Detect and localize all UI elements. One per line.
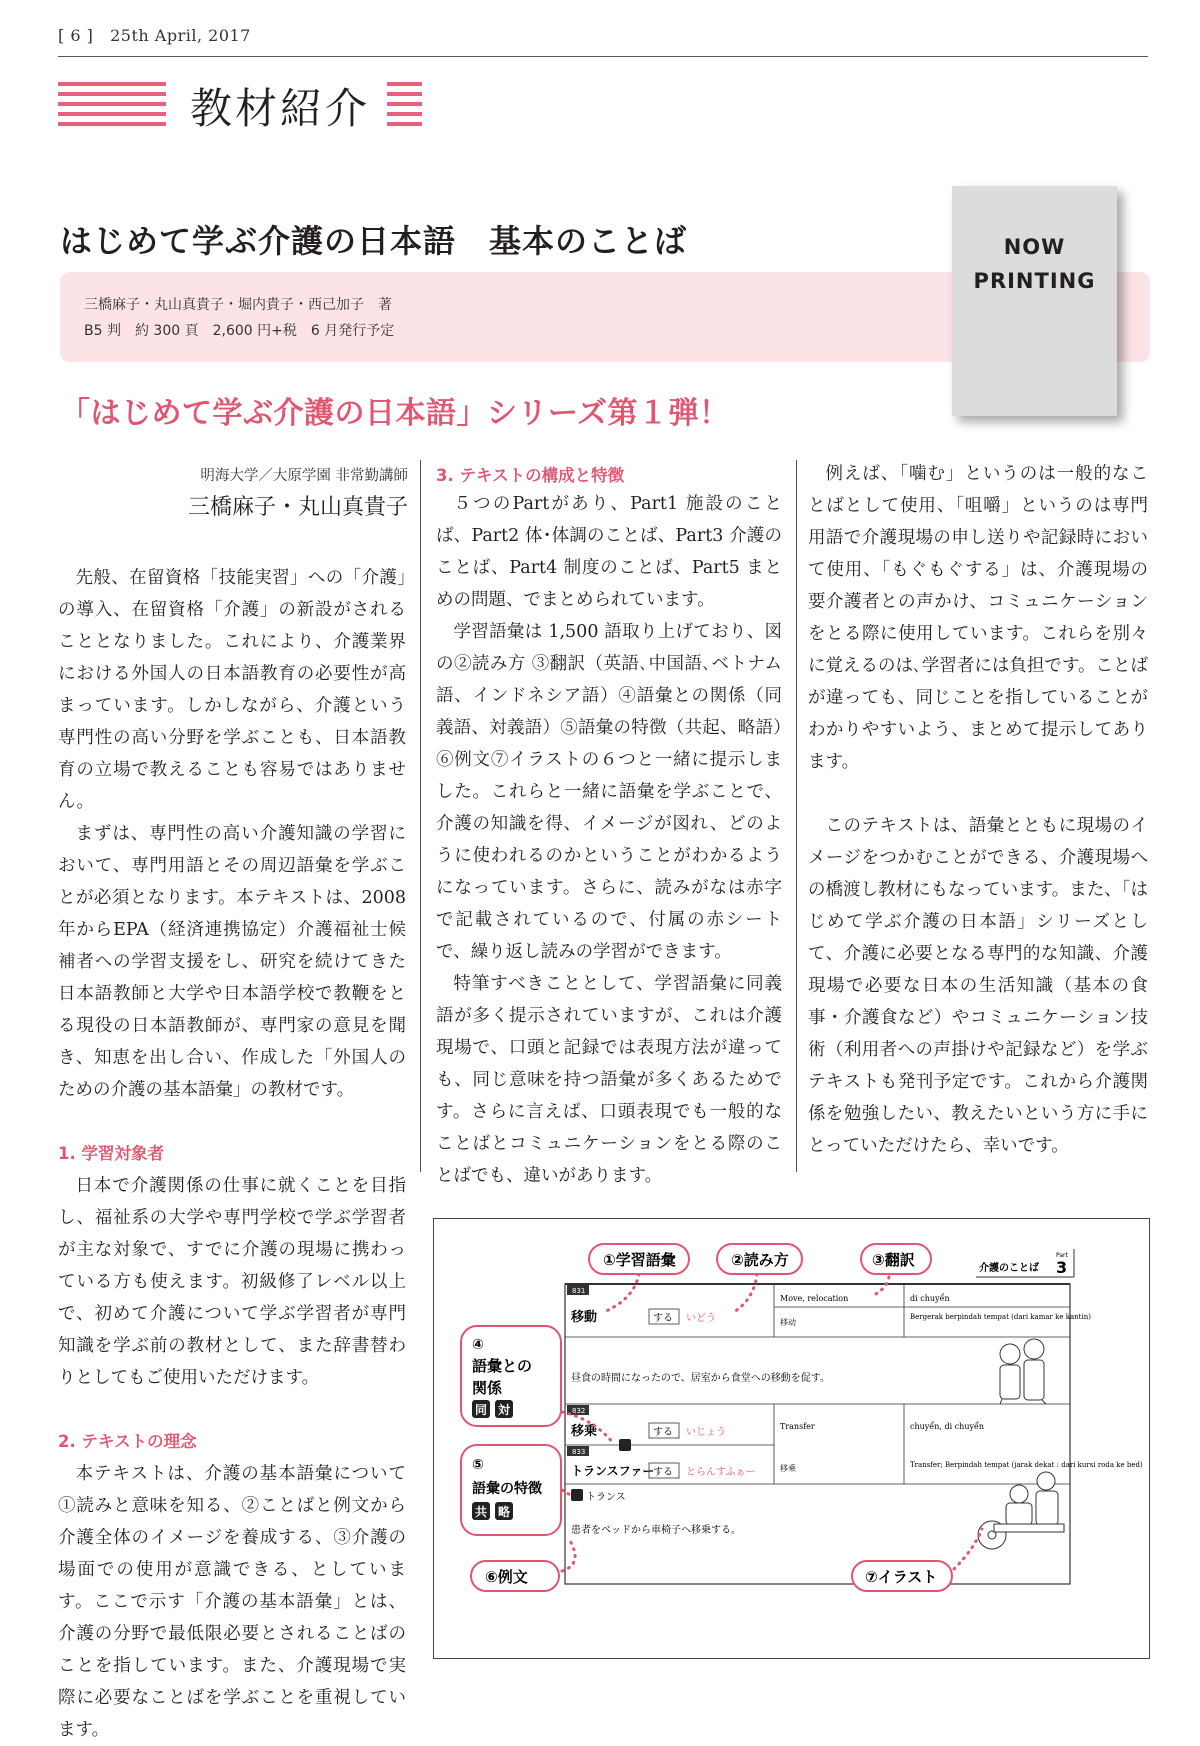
suru-label: する (653, 1313, 673, 1324)
callout-label: ②読み方 (731, 1251, 789, 1269)
badge-text: 略 (498, 1505, 511, 1519)
article-paragraph: 学習語彙は 1,500 語取り上げており、図の②読み方 ③翻訳（英語､中国語､ベトナム語、インドネシア語）④語彙との関係（同義語、対義語）⑤語彙の特徴（共起、略語）⑥例文⑦イラストの６つと一緒に提示しました。これらと一緒に語彙を学ぶことで、介護の知識を得、イメージが図れ、どのように使われるのかということがわかるようになっています。さらに、読みがなは赤字で記載されているので、付属の赤シートで、繰り返し読みの学習ができます。 (436, 622, 782, 962)
wheelchair-illustration (978, 1472, 1064, 1549)
callout-word-features (461, 1445, 561, 1535)
callout-label: ⑦イラスト (865, 1568, 938, 1586)
now-printing-line2: PRINTING (973, 269, 1096, 293)
now-printing-line1: NOW (1003, 235, 1066, 259)
callout-vocabulary (589, 1244, 689, 1274)
column-rule (796, 460, 797, 1172)
issue-date: 25th April, 2017 (110, 26, 251, 45)
entry-id: 833 (572, 1448, 586, 1456)
author-names: 三橋麻子・丸山真貴子 (187, 495, 408, 520)
book-authors: 三橋麻子・丸山真貴子・堀内貴子・西己加子 著 (84, 297, 392, 313)
callout-label: ①学習語彙 (603, 1251, 676, 1269)
article-paragraph: 先般、在留資格「技能実習」への「介護」の導入、在留資格「介護」の新設がされることとなりました。これにより、介護業界における外国人の日本語教育の必要性が高まっています。しかしながら、介護という専門性の高い分野を学ぶことも、日本語教育の立場で教えることも容易ではありません。 (58, 568, 406, 812)
callout-label: 関係 (472, 1379, 503, 1397)
callout-translation (861, 1244, 931, 1274)
now-printing-cover (952, 186, 1117, 416)
callout-label: ④ (472, 1337, 484, 1353)
part-number: 3 (1056, 1258, 1068, 1277)
part-word: Part (1056, 1252, 1068, 1259)
article-paragraph: まずは、専門性の高い介護知識の学習において、専門用語とその周辺語彙を学ぶことが必須となります。本テキストは、2008年からEPA（経済連携協定）介護福祉士候補者への学習支援をし、研究を続けてきた日本語教師と大学や日本語学校で教鞭をとる現役の日本語教師が、専門家の意見を聞き、知恵を出し合い、作成した「外国人のための介護の基本語彙」の教材です。 (58, 824, 406, 1100)
part-label: 介護のことば (979, 1263, 1039, 1274)
entry-reading: いじょう (686, 1427, 726, 1438)
entry-reading: とらんすふぁー (686, 1467, 756, 1478)
decorative-stripes-right (387, 82, 422, 126)
entry-word: トランスファー (571, 1464, 655, 1478)
section-title: 教材紹介 (190, 84, 371, 133)
callout-reading (717, 1244, 802, 1274)
article-column-3 (808, 458, 1148, 1162)
section-heading: 2. テキストの理念 (58, 1432, 197, 1451)
callout-label: ⑤ (472, 1457, 484, 1473)
suru-label: する (653, 1427, 673, 1438)
page-number: [ 6 ] (58, 26, 94, 45)
abbreviation-note: トランス (586, 1492, 626, 1503)
caregiver-illustration-1 (1000, 1339, 1046, 1404)
translation-zh: 移动 (780, 1318, 796, 1327)
example-sentence: 昼食の時間になったので、居室から食堂への移動を促す。 (571, 1373, 830, 1384)
synonym-badge-small (619, 1439, 631, 1451)
badge-text: 同 (475, 1403, 488, 1417)
badge-text: 対 (498, 1403, 511, 1417)
callout-word-relations (461, 1326, 561, 1426)
author-affiliation: 明海大学／大原学園 非常勤講師 (200, 468, 408, 484)
translation-zh: 移乘 (780, 1464, 796, 1473)
column-rule (420, 460, 421, 1172)
entry-id: 831 (572, 1287, 586, 1295)
book-title: はじめて学ぶ介護の日本語 基本のことば (60, 222, 688, 260)
section-heading: 1. 学習対象者 (58, 1144, 164, 1163)
translation-en: Transfer (780, 1422, 815, 1431)
callout-illustration (852, 1561, 952, 1591)
sample-page-figure (433, 1218, 1150, 1659)
translation-vi: chuyển, di chuyển (910, 1422, 985, 1431)
entry-word: 移乗 (571, 1424, 598, 1439)
callout-label: 語彙の特徴 (472, 1481, 542, 1497)
translation-vi: di chuyển (910, 1294, 950, 1303)
entry-word: 移動 (571, 1310, 598, 1325)
example-sentence: 患者をベッドから車椅子へ移乗する。 (571, 1525, 741, 1536)
article-paragraph: 特筆すべきこととして、学習語彙に同義語が多く提示されていますが、これは介護現場で、口頭と記録では表現方法が違っても、同じ意味を持つ語彙が多くあるためです。さらに言えば、口頭表現でも一般的なことばとコミュニケーションをとる際のことばでも、違いがあります。 (436, 974, 782, 1186)
page-header (58, 26, 251, 45)
callout-label: 語彙との (472, 1357, 533, 1375)
entry-id: 832 (572, 1407, 586, 1415)
entry-reading: いどう (686, 1313, 716, 1324)
article-paragraph: 例えば、「噛む」というのは一般的なことばとして使用、「咀嚼」というのは専門用語で介護現場の申し送りや記録時において使用、「もぐもぐする」は、介護現場の要介護者との声かけ、コミュニケーションをとる際に使用しています。これらを別々に覚えるのは､学習者には負担です。ことばが違っても、同じことを指していることがわかりやすいよう、まとめて提示してあります。 (808, 464, 1148, 772)
translation-id: Transfer; Berpindah tempat (jarak dekat : dari kursi roda ke bed) (910, 1461, 1143, 1469)
book-specs: B5 判 約 300 頁 2,600 円+税 6 月発行予定 (84, 323, 395, 339)
badge-text: 共 (475, 1505, 488, 1519)
suru-label: する (653, 1467, 673, 1478)
article-paragraph: 本テキストは、介護の基本語彙について①読みと意味を知る、②ことばと例文から介護全体のイメージを養成する、③介護の場面での使用が意識できる、としています。ここで示す「介護の基本語彙」とは、介護の分野で最低限必要とされることばのことを指しています。また、介護現場で実際に必要なことばを学ぶことを重視しています。 (58, 1464, 406, 1740)
abbreviation-badge-small (571, 1489, 583, 1501)
callout-label: ⑥例文 (485, 1568, 528, 1586)
translation-en: Move, relocation (780, 1294, 849, 1303)
article-paragraph: このテキストは、語彙とともに現場のイメージをつかむことができる、介護現場への橋渡し教材にもなっています。また、「はじめて学ぶ介護の日本語」シリーズとして、介護に必要となる専門的な知識、介護現場で必要な日本の生活知識（基本の食事・介護食など）やコミュニケーション技術（利用者への声掛けや記録など）を学ぶテキストも発刊予定です。これから介護関係を勉強したい、教えたいという方に手にとっていただけたら、幸いです。 (808, 816, 1148, 1156)
article-column-2 (436, 488, 782, 1192)
translation-id: Bergerak berpindah tempat (dari kamar ke kantin) (910, 1313, 1091, 1321)
article-paragraph: ５つのPartがあり、Part1 施設のことば、Part2 体･体調のことば、Part3 介護のことば、Part4 制度のことば、Part5 まとめの問題、でまとめられています。 (436, 494, 782, 610)
series-headline: 「はじめて学ぶ介護の日本語」シリーズ第１弾！ (60, 396, 730, 431)
callout-example (471, 1561, 559, 1591)
callout-label: ③翻訳 (872, 1251, 915, 1269)
decorative-stripes-left (58, 82, 166, 126)
section-heading: 3. テキストの構成と特徴 (436, 466, 625, 485)
article-paragraph: 日本で介護関係の仕事に就くことを目指し、福祉系の大学や専門学校で学ぶ学習者が主な対象で、すでに介護の現場に携わっている方も使えます。初級修了レベル以上で、初めて介護について学ぶ学習者が専門知識を学ぶ前の教材として、また辞書替わりとしてもご使用いただけます。 (58, 1176, 406, 1388)
article-column-1 (58, 562, 406, 1746)
header-rule (58, 56, 1148, 57)
